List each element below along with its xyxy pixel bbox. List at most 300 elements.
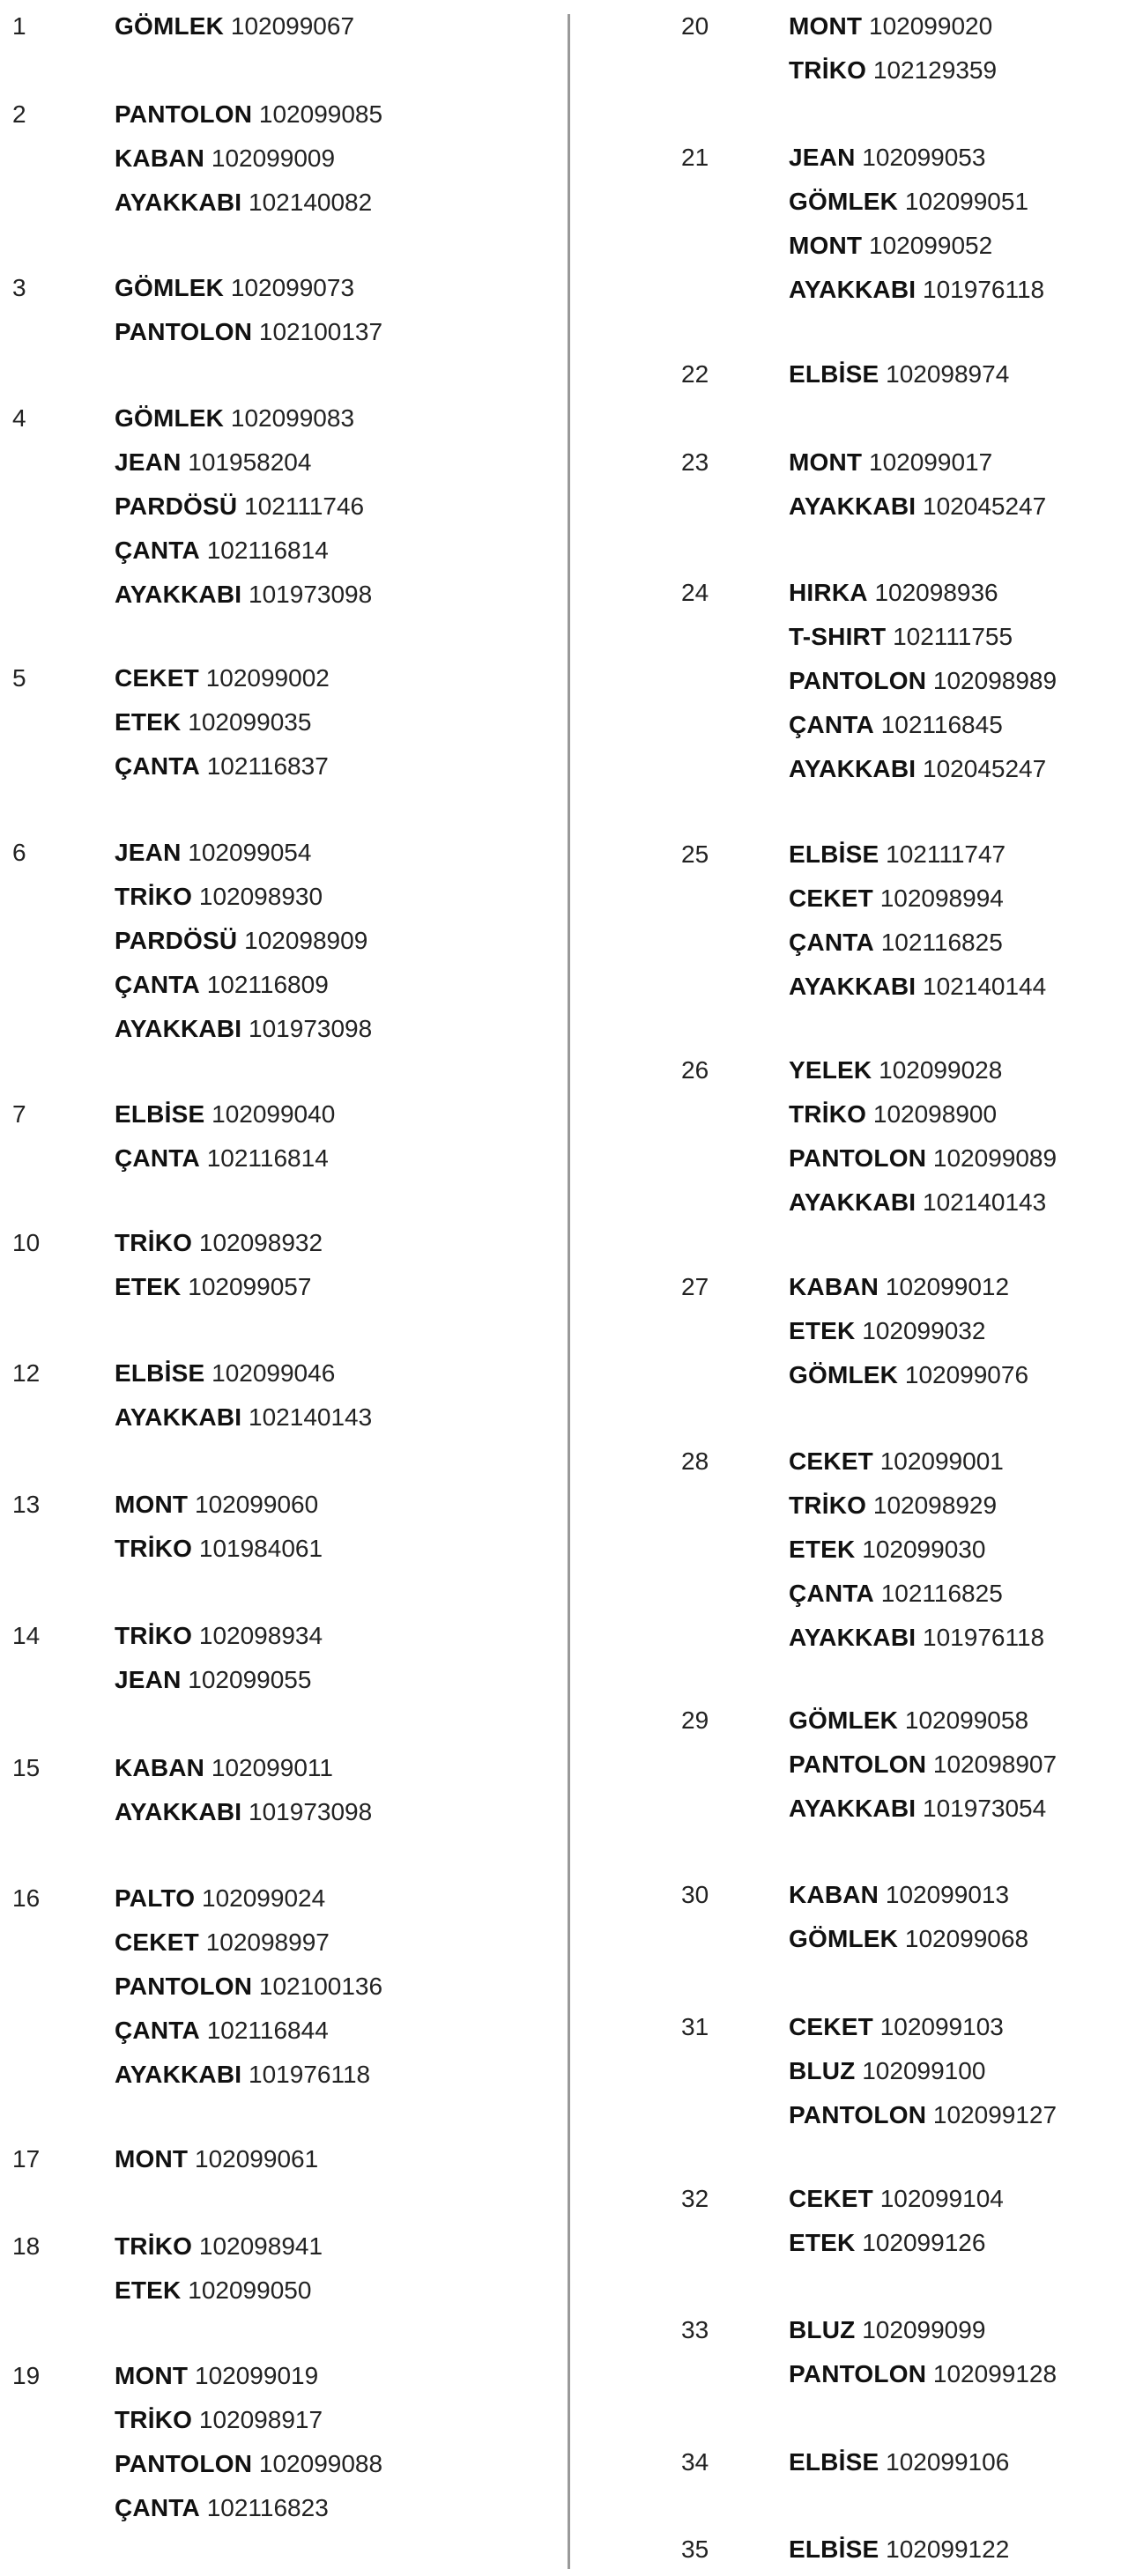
group-items [115,1614,323,1702]
product-name: GÖMLEK [115,274,225,301]
product-name: PANTOLON [789,1751,927,1778]
group-number: 29 [681,1706,709,1734]
group-items [789,4,997,93]
product-line [115,1790,372,1834]
product-line [789,2049,1057,2093]
product-code: 102099127 [932,2101,1058,2128]
product-name: ETEK [789,2229,856,2256]
product-line [115,1921,382,1965]
product-code: 102099051 [904,188,1029,215]
product-name: TRİKO [115,2406,193,2433]
group-number: 10 [12,1229,41,1256]
product-code: 101976118 [923,276,1045,303]
product-code: 102099083 [230,404,355,432]
product-name: JEAN [115,839,182,866]
group-number: 19 [12,2362,41,2389]
group-number: 27 [681,1273,709,1300]
product-name: CEKET [115,1928,199,1956]
product-name: PANTOLON [789,1144,927,1172]
product-name: JEAN [115,1666,182,1693]
product-code: 101976118 [923,1624,1045,1651]
product-code: 102116814 [206,537,329,564]
product-line [115,573,372,617]
group-items [789,1440,1044,1660]
product-code: 101973098 [249,581,373,608]
group-items [789,2177,1004,2265]
product-code: 102111747 [886,840,1006,868]
product-line [789,1181,1057,1225]
product-line [789,1743,1057,1787]
group-number: 21 [681,144,709,171]
product-name: ÇANTA [789,929,874,956]
product-code: 102140082 [249,189,373,216]
product-code: 102099122 [886,2535,1010,2563]
product-line [789,180,1044,224]
product-line [115,919,372,963]
product-code: 102099046 [212,1359,336,1387]
product-code: 102098929 [872,1492,998,1519]
group-number: 3 [12,274,26,301]
group-number: 12 [12,1359,41,1387]
group-items [115,1876,382,2097]
product-name: ELBİSE [115,1100,205,1128]
product-code: 102099100 [862,2057,986,2084]
product-line [789,1092,1057,1136]
group-items [115,1351,372,1440]
product-name: AYAKKABI [789,755,916,782]
product-name: CEKET [115,664,199,692]
product-code: 102116825 [880,929,1003,956]
product-name: AYAKKABI [789,1624,916,1651]
product-name: PALTO [115,1884,196,1912]
product-line [115,2398,382,2442]
product-code: 102099106 [886,2448,1010,2476]
product-code: 101976118 [249,2061,371,2088]
product-name: MONT [115,2362,189,2389]
product-name: TRİKO [789,1492,867,1519]
product-line [789,1787,1057,1831]
product-code: 102099002 [205,664,330,692]
product-code: 102099067 [230,12,355,40]
product-name: JEAN [115,448,182,476]
product-line [115,1221,323,1265]
product-line [115,2442,382,2486]
product-name: PANTOLON [789,2360,927,2387]
product-name: TRİKO [115,1622,193,1649]
product-name: BLUZ [789,2316,856,2343]
product-name: TRİKO [115,1229,193,1256]
product-name: ELBİSE [789,360,879,388]
group-number: 32 [681,2185,709,2212]
product-line [789,1528,1044,1572]
product-line [115,2354,382,2398]
product-name: ÇANTA [789,711,874,738]
product-name: AYAKKABI [115,1403,242,1431]
product-line [115,4,354,48]
product-line [789,2528,1009,2572]
product-code: 102099085 [258,100,383,128]
product-code: 102098994 [879,885,1004,912]
product-line [115,744,330,788]
group-items [789,1699,1057,1831]
group-number: 16 [12,1884,41,1912]
product-code: 102116814 [206,1144,329,1172]
product-line [115,1658,323,1702]
product-line [789,2308,1057,2352]
product-code: 102099030 [862,1536,986,1563]
product-code: 102111746 [244,492,365,520]
group-number: 1 [12,12,26,40]
product-line [789,1484,1044,1528]
product-line [115,963,372,1007]
column-divider [568,14,570,2569]
product-name: AYAKKABI [789,1795,916,1822]
product-code: 102099099 [862,2316,986,2343]
group-items [789,440,1046,529]
product-line [789,833,1046,877]
product-line [115,137,382,181]
product-line [115,831,372,875]
product-code: 102098989 [932,667,1058,694]
product-line [115,266,382,310]
product-name: MONT [115,2145,189,2173]
product-code: 102098936 [874,579,998,606]
product-name: MONT [789,12,863,40]
product-name: KABAN [115,1754,205,1781]
product-line [115,2009,382,2053]
product-name: PANTOLON [115,100,253,128]
product-name: KABAN [115,144,205,172]
product-name: CEKET [789,2013,873,2040]
product-name: ETEK [789,1536,856,1563]
product-line [115,1876,382,1921]
group-items [115,2137,318,2181]
product-name: AYAKKABI [115,1015,242,1042]
product-name: TRİKO [115,1535,193,1562]
product-line [115,1483,323,1527]
product-line [115,485,372,529]
group-items [789,1048,1057,1225]
product-name: AYAKKABI [789,276,916,303]
product-name: PANTOLON [115,2450,253,2477]
product-line [789,1048,1057,1092]
product-name: ELBİSE [789,2448,879,2476]
product-code: 102099103 [879,2013,1004,2040]
product-name: JEAN [789,144,856,171]
product-name: ETEK [115,1273,182,1300]
product-name: TRİKO [789,56,867,84]
product-code: 102099073 [230,274,355,301]
group-items [789,2440,1009,2484]
product-line [789,747,1057,791]
product-code: 102099089 [932,1144,1058,1172]
product-name: ÇANTA [115,1144,200,1172]
product-name: TRİKO [115,2232,193,2260]
product-name: ÇANTA [115,537,200,564]
product-code: 102099019 [195,2362,319,2389]
product-line [115,440,372,485]
product-name: GÖMLEK [789,1361,899,1388]
product-code: 102099054 [188,839,312,866]
product-name: ÇANTA [115,2017,200,2044]
product-line [115,700,330,744]
product-name: CEKET [789,1447,873,1475]
product-code: 102100136 [258,1973,383,2000]
group-number: 2 [12,100,26,128]
product-line [789,1265,1028,1309]
product-name: TRİKO [789,1100,867,1128]
product-code: 102099057 [188,1273,312,1300]
product-code: 102098907 [932,1751,1058,1778]
product-line [789,4,997,48]
product-code: 102140143 [249,1403,373,1431]
product-code: 102116823 [206,2494,329,2521]
group-items [115,1483,323,1571]
product-line [789,48,997,93]
product-code: 101958204 [188,448,312,476]
product-line [789,1309,1028,1353]
product-name: GÖMLEK [789,1706,899,1734]
product-name: PANTOLON [789,667,927,694]
group-items [115,2354,382,2530]
group-number: 23 [681,448,709,476]
product-code: 102098934 [198,1622,323,1649]
product-code: 102099128 [932,2360,1058,2387]
product-code: 102099058 [904,1706,1029,1734]
group-items [115,656,330,788]
group-items [789,1873,1028,1961]
group-items [115,1221,323,1309]
product-name: PANTOLON [115,1973,253,2000]
product-line [789,2352,1057,2396]
product-code: 102099012 [885,1273,1010,1300]
product-name: AYAKKABI [789,973,916,1000]
group-number: 15 [12,1754,41,1781]
group-items [115,1746,372,1834]
product-name: CEKET [789,2185,873,2212]
product-code: 102099055 [188,1666,312,1693]
product-code: 102099035 [188,708,312,736]
product-name: CEKET [789,885,873,912]
product-line [789,1572,1044,1616]
product-line [115,2137,318,2181]
group-items [789,2528,1009,2572]
product-line [789,2005,1057,2049]
group-number: 24 [681,579,709,606]
product-name: MONT [789,448,863,476]
product-code: 102099076 [904,1361,1029,1388]
group-number: 17 [12,2145,41,2173]
product-line [115,181,382,225]
product-line [115,1265,323,1309]
product-name: HIRKA [789,579,868,606]
product-line [789,659,1057,703]
group-number: 22 [681,360,709,388]
product-name: GÖMLEK [789,1925,899,1952]
group-items [115,1092,335,1181]
product-line [115,2053,382,2097]
group-number: 35 [681,2535,709,2563]
product-line [115,1614,323,1658]
product-name: MONT [115,1491,189,1518]
product-line [789,965,1046,1009]
product-line [789,1917,1028,1961]
product-code: 102098909 [244,927,368,954]
product-line [115,396,372,440]
product-code: 102099024 [202,1884,326,1912]
product-code: 102098974 [886,360,1010,388]
product-code: 102098932 [198,1229,323,1256]
product-name: ÇANTA [789,1580,874,1607]
product-code: 102099053 [862,144,986,171]
group-items [115,4,354,48]
group-number: 13 [12,1491,41,1518]
product-code: 102099060 [195,1491,319,1518]
product-code: 102098900 [872,1100,998,1128]
product-name: T-SHIRT [789,623,887,650]
product-name: BLUZ [789,2057,856,2084]
group-items [789,571,1057,791]
product-name: ELBİSE [115,1359,205,1387]
group-items [789,1265,1028,1397]
product-code: 102045247 [923,755,1047,782]
group-number: 26 [681,1056,709,1084]
group-number: 34 [681,2448,709,2476]
product-name: AYAKKABI [115,581,242,608]
product-name: AYAKKABI [115,1798,242,1825]
group-number: 30 [681,1881,709,1908]
group-items [115,2224,323,2313]
product-line [115,2486,382,2530]
group-number: 4 [12,404,26,432]
product-code: 102116844 [206,2017,329,2044]
product-line [789,1136,1057,1181]
group-number: 31 [681,2013,709,2040]
group-items [115,93,382,225]
product-code: 102099052 [869,232,993,259]
group-items [789,352,1009,396]
product-name: ETEK [115,2276,182,2304]
product-code: 102045247 [923,492,1047,520]
product-name: KABAN [789,1881,879,1908]
product-code: 102140144 [923,973,1047,1000]
product-code: 102099088 [258,2450,383,2477]
product-name: ETEK [789,1317,856,1344]
product-name: AYAKKABI [789,492,916,520]
product-line [789,571,1057,615]
product-line [789,2093,1057,2137]
product-code: 102099011 [211,1754,333,1781]
product-name: ÇANTA [115,2494,200,2521]
product-code: 102099040 [212,1100,336,1128]
group-items [115,831,372,1051]
product-name: GÖMLEK [115,404,225,432]
product-code: 101973098 [249,1015,373,1042]
group-items [789,136,1044,312]
product-line [789,1873,1028,1917]
product-code: 102099017 [869,448,993,476]
group-items [115,266,382,354]
product-name: MONT [789,232,863,259]
group-number: 18 [12,2232,41,2260]
product-line [789,1440,1044,1484]
product-name: ELBİSE [789,840,879,868]
product-line [789,268,1044,312]
product-code: 102099009 [211,144,336,172]
product-code: 102099050 [188,2276,312,2304]
product-line [789,1699,1057,1743]
product-line [789,2177,1004,2221]
product-code: 102098941 [198,2232,323,2260]
product-line [115,1092,335,1136]
product-line [115,1395,372,1440]
product-code: 102099061 [195,2145,319,2173]
product-name: ELBİSE [789,2535,879,2563]
product-code: 101973054 [923,1795,1047,1822]
product-code: 102116825 [880,1580,1003,1607]
product-line [789,921,1046,965]
product-code: 102129359 [872,56,998,84]
product-line [115,2224,323,2269]
product-name: PARDÖSÜ [115,927,238,954]
product-code: 102099020 [869,12,993,40]
product-line [115,93,382,137]
group-items [115,396,372,617]
product-line [789,703,1057,747]
product-line [789,485,1046,529]
product-name: KABAN [789,1273,879,1300]
product-line [115,1527,323,1571]
group-number: 7 [12,1100,26,1128]
product-code: 102116837 [206,752,329,780]
product-code: 102099001 [879,1447,1004,1475]
product-line [789,615,1057,659]
product-line [115,1351,372,1395]
product-name: PANTOLON [115,318,253,345]
product-line [115,1965,382,2009]
product-line [789,352,1009,396]
product-line [789,224,1044,268]
product-line [789,136,1044,180]
product-code: 102100137 [258,318,383,345]
product-line [789,1353,1028,1397]
group-number: 25 [681,840,709,868]
product-code: 102099126 [862,2229,986,2256]
product-code: 102098930 [198,883,323,910]
product-line [789,1616,1044,1660]
product-code: 102098997 [205,1928,330,1956]
group-number: 28 [681,1447,709,1475]
product-line [789,2221,1004,2265]
product-name: AYAKKABI [115,189,242,216]
product-code: 102116809 [206,971,329,998]
product-name: PANTOLON [789,2101,927,2128]
product-code: 102099068 [904,1925,1029,1952]
group-number: 20 [681,12,709,40]
product-name: TRİKO [115,883,193,910]
product-code: 102099028 [879,1056,1003,1084]
product-name: AYAKKABI [115,2061,242,2088]
product-name: GÖMLEK [115,12,225,40]
group-number: 14 [12,1622,41,1649]
product-code: 102111755 [893,623,1013,650]
product-line [115,656,330,700]
group-items [789,833,1046,1009]
product-line [115,1136,335,1181]
product-name: YELEK [789,1056,872,1084]
product-name: GÖMLEK [789,188,899,215]
product-line [115,2269,323,2313]
